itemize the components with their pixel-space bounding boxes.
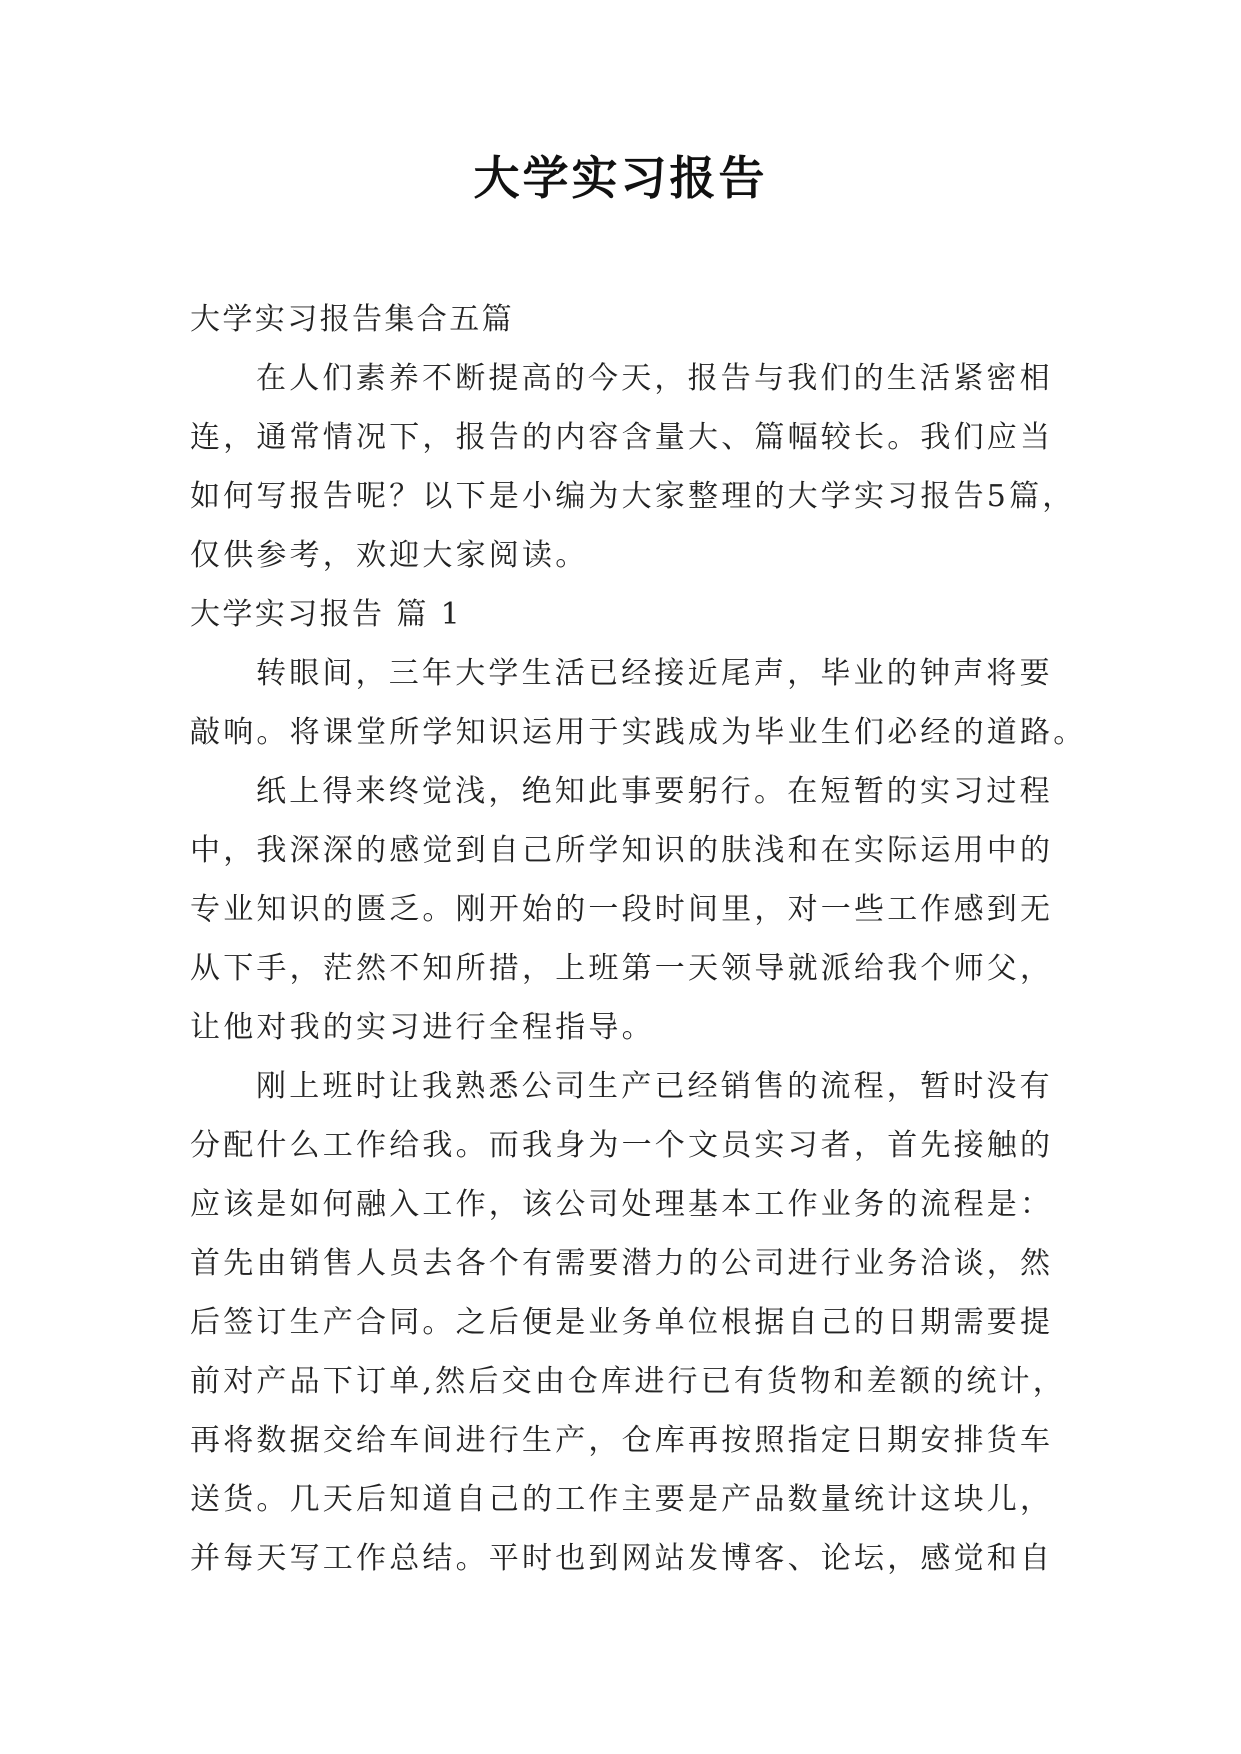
paragraph-line: 专业知识的匮乏。刚开始的一段时间里，对一些工作感到无 — [190, 892, 1054, 927]
intro-line: 如何写报告呢？以下是小编为大家整理的大学实习报告5篇， — [190, 479, 1076, 514]
paragraph-line: 刚上班时让我熟悉公司生产已经销售的流程，暂时没有 — [256, 1069, 1053, 1104]
paragraph-line: 再将数据交给车间进行生产，仓库再按照指定日期安排货车 — [190, 1423, 1054, 1458]
section-heading: 大学实习报告 篇 1 — [190, 597, 463, 632]
paragraph-line: 并每天写工作总结。平时也到网站发博客、论坛，感觉和自 — [190, 1541, 1054, 1576]
paragraph-line: 从下手，茫然不知所措，上班第一天领导就派给我个师父， — [190, 951, 1054, 986]
paragraph-line: 首先由销售人员去各个有需要潜力的公司进行业务洽谈，然 — [190, 1246, 1054, 1281]
paragraph-line: 中，我深深的感觉到自己所学知识的肤浅和在实际运用中的 — [190, 833, 1054, 868]
paragraph-line: 应该是如何融入工作，该公司处理基本工作业务的流程是： — [190, 1187, 1054, 1222]
document-title: 大学实习报告 — [473, 151, 768, 205]
document-body — [190, 290, 1087, 1588]
paragraph-line: 纸上得来终觉浅，绝知此事要躬行。在短暂的实习过程 — [256, 774, 1053, 809]
intro-line: 仅供参考，欢迎大家阅读。 — [190, 538, 589, 573]
paragraph-line: 送货。几天后知道自己的工作主要是产品数量统计这块儿， — [190, 1482, 1054, 1517]
paragraph-line: 转眼间，三年大学生活已经接近尾声，毕业的钟声将要 — [256, 656, 1053, 691]
paragraph-line: 分配什么工作给我。而我身为一个文员实习者，首先接触的 — [190, 1128, 1054, 1163]
paragraph-line: 后签订生产合同。之后便是业务单位根据自己的日期需要提 — [190, 1305, 1054, 1340]
collection-heading: 大学实习报告集合五篇 — [190, 302, 514, 337]
intro-line: 连，通常情况下，报告的内容含量大、篇幅较长。我们应当 — [190, 420, 1054, 455]
intro-line: 在人们素养不断提高的今天，报告与我们的生活紧密相 — [256, 361, 1053, 396]
paragraph-line: 前对产品下订单,然后交由仓库进行已有货物和差额的统计， — [190, 1364, 1066, 1399]
paragraph-line: 敲响。将课堂所学知识运用于实践成为毕业生们必经的道路。 — [190, 715, 1087, 750]
paragraph-line: 让他对我的实习进行全程指导。 — [190, 1010, 655, 1045]
